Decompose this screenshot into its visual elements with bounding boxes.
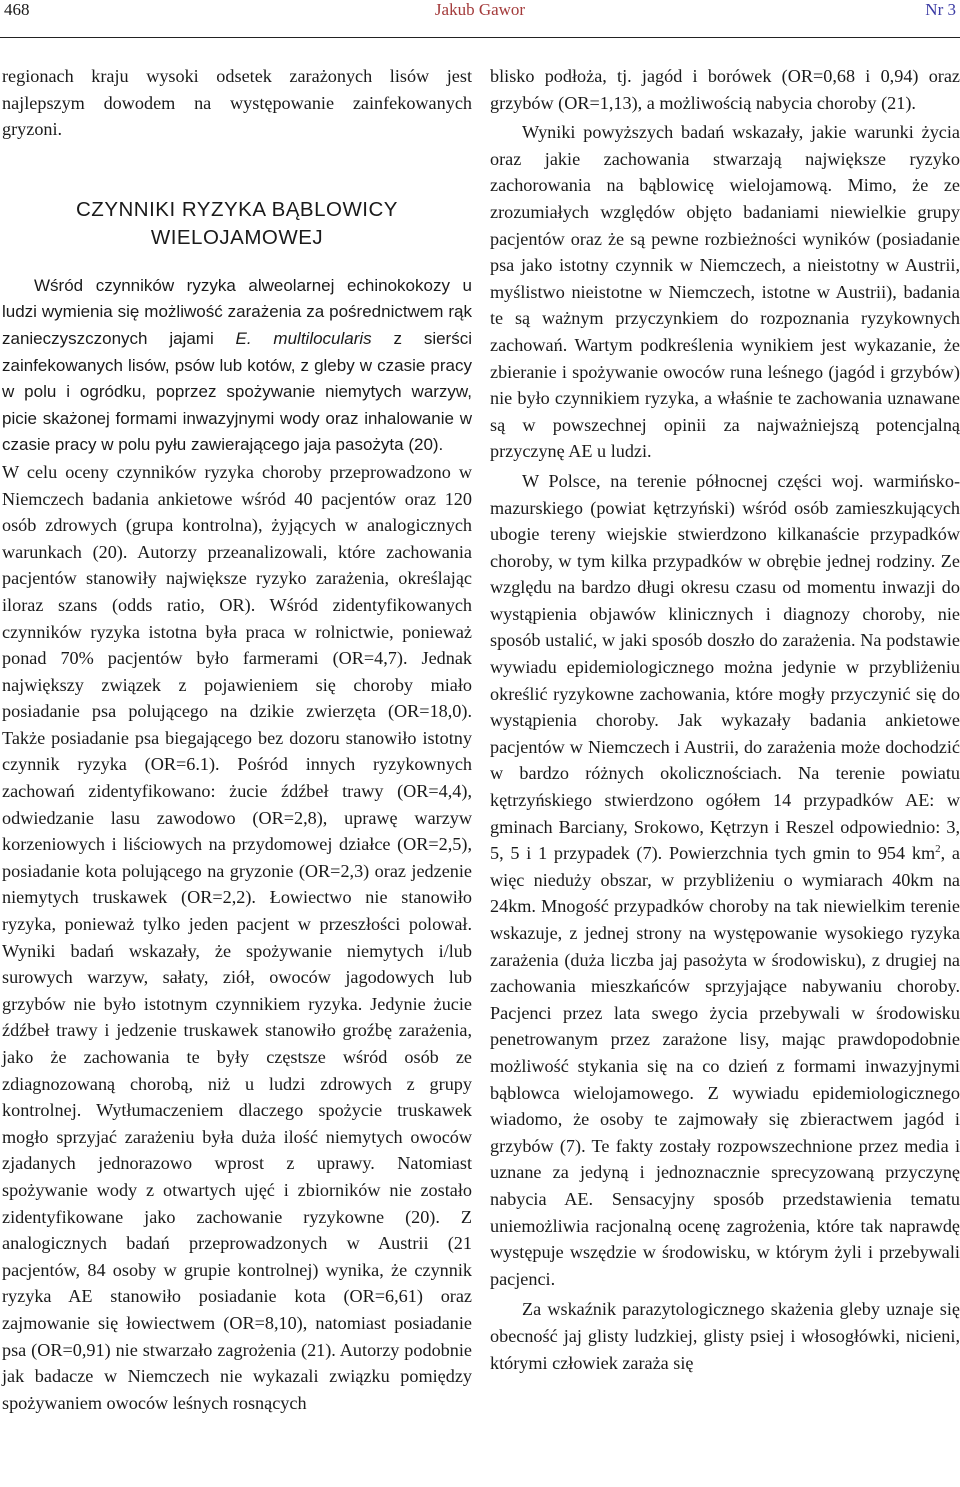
paragraph: Wyniki powyższych badań wskazały, jakie warunki życia oraz jakie zachowania stwarzają największe ryzyko zachorowania na bąblowicę wielojamową. Mimo, że ze zrozumiałych względów objęto badaniami niewielkie grupy pacjentów oraz że są pewne rozbieżności wyników (posiadanie psa jako istotny czynnik w Niemczech, a nieistotny w Austrii, myślistwo nieistotne w Niemczech, istotne w Austrii), badania te są ważnym przyczynkiem do rozpoznania ryzykownych zachowań. Wartym podkreślenia wynikiem jest wykazanie, że zbieranie i spożywanie owoców runa leśnego (jagód i grzybów) nie było czynnikiem ryzyka, a właśnie te zachowania uznawane są w powszechnej opinii za najważniejszą potencjalną przyczynę AE u ludzi. — [490, 122, 960, 462]
header-rule — [0, 37, 960, 38]
paragraph: blisko podłoża, tj. jagód i borówek (OR=0,68 i 0,94) oraz grzybów (OR=1,13), a możliwością nabycia choroby (21). — [490, 66, 960, 113]
right-column — [490, 63, 960, 1376]
paragraph-text: , a więc nieduży obszar, w przybliżeniu o wymiarach 40km na 24km. Mnogość przypadków choroby na tak niewielkim terenie wskazuje, z jednej strony na występowanie wysokiego ryzyka zarażenia (duża liczba jaj pasożyta w środowisku), z drugiej na zachowania mieszkańców sprzyjające nabywaniu choroby. Pacjenci przez lata swego życia przebywali w środowisku penetrowanym przez zarażone lisy, mając prawdopodobnie możliwość stykania się na co dzień z formami inwazyjnymi bąblowca wielojamowego. Z wywiadu epidemiologicznego wiadomo, że osoby te zajmowały się zbieractwem jagód i grzybów (7). Te fakty zostały rozpowszechnione przez media i uznane za jedyną i jednoznacznie sprecyzowaną przyczynę nabycia AE. Sensacyjny sposób przedstawienia tematu uniemożliwia racjonalną ocenę zagrożenia, które tak naprawdę występuje wszędzie w środowisku, w którym żyli i przebywali pacjenci. — [490, 843, 960, 1289]
section-heading-line2: WIELOJAMOWEJ — [150, 225, 324, 249]
page-number: 468 — [4, 0, 30, 19]
left-column — [2, 63, 472, 1416]
species-name: E. multilocularis — [235, 328, 372, 348]
running-author: Jakub Gawor — [434, 0, 526, 19]
paragraph-text: W Polsce, na terenie północnej części woj. warmińsko-mazurskiego (powiat kętrzyński) wśród osób zamieszkujących ubogie tereny wiejskie stwierdzono kilkanaście przypadków choroby, w tym kilka przypadków w obrębie jednej rodziny. Ze względu na bardzo długi okresu czasu od momentu inwazji do wystąpienia objawów klinicznych i diagnozy choroby, nie sposób ustalić, w jaki sposób doszło do zarażenia. Na podstawie wywiadu epidemiologicznego można jedynie w przybliżeniu określić ryzykowne zachowania, które mogły przyczynić się do wystąpienia choroby. Jak wykazały badania ankietowe pacjentów w Niemczech i Austrii, do zarażenia może dochodzić w bardzo różnych okolicznościach. Na terenie powiatu kętrzyńskiego stwierdzono ogółem 14 przypadków AE: w gminach Barciany, Srokowo, Kętrzyn i Reszel odpowiednio: 3, 5, 5 i 1 przypadek (7). Powierzchnia tych gmin to 954 km — [490, 470, 960, 864]
paragraph — [2, 273, 472, 459]
paragraph: Za wskaźnik parazytologicznego skażenia gleby uznaje się obecność jaj glisty ludzkiej, glisty psiej i włosogłówki, nicieni, którymi człowiek zaraża się — [490, 1299, 960, 1373]
paragraph — [490, 468, 960, 1292]
paragraph-text: Wśród czynników ryzyka alweolarnej echinokokozy u ludzi wymienia się możliwość zarażenia za pośrednictwem rąk zanieczyszczonych jajami — [2, 275, 472, 348]
section-heading — [2, 196, 472, 252]
superscript: 2 — [935, 843, 941, 856]
section-heading-line1: CZYNNIKI RYZYKA BĄBLOWICY — [76, 197, 398, 221]
issue-number: Nr 3 — [925, 0, 956, 19]
running-header — [0, 0, 960, 24]
paragraph-text: z sierści zainfekowanych lisów, psów lub kotów, z gleby w czasie pracy w polu i ogródku, poprzez spożywanie niemytych warzyw, picie skażonej formami inwazyjnymi wody oraz inhalowanie w czasie pracy w polu pyłu zawierającego jaja pasożyta (20). — [2, 328, 472, 455]
paragraph: W celu oceny czynników ryzyka choroby przeprowadzono w Niemczech badania ankietowe wśród 40 pacjentów oraz 120 osób zdrowych (grupa kontrolna), żyjących w analogicznych warunkach (20). Autorzy przeanalizowali, które zachowania pacjentów stanowiły największe ryzyko zarażenia, określając iloraz szans (odds ratio, OR). Wśród zidentyfikowanych czynników ryzyka istotna była praca w rolnictwie, ponieważ ponad 70% pacjentów było farmerami (OR=4,7). Jednak największy związek z pojawieniem się choroby miało posiadanie psa polującego na dzikie zwierzęta (OR=18,0). Także posiadanie psa biegającego bez dozoru stanowiło istotny czynnik ryzyka (OR=6.1). Pośród innych ryzykownych zachowań zidentyfikowano: żucie źdźbeł trawy (OR=4,4), odwiedzanie lasu zawodowo (OR=2,8), uprawę warzyw korzeniowych i liściowych na przydomowej działce (OR=2,5), posiadanie kota polującego na gryzonie (OR=2,3) oraz jedzenie niemytych truskawek (OR=2,2). Łowiectwo nie stanowiło ryzyka, ponieważ tylko jeden pacjent w przeszłości polował. Wyniki badań wskazały, że spożywanie niemytych i/lub surowych warzyw, sałaty, ziół, owoców jagodowych lub grzybów nie było istotnym czynnikiem ryzyka. Jedynie żucie źdźbeł trawy i jedzenie truskawek stanowiło groźbę zarażenia, jako że zachowania te były częstsze wśród osób ze zdiagnozowaną chorobą, niż u ludzi zdrowych z grupy kontrolnej. Wytłumaczeniem dlaczego spożycie truskawek mogło sprzyjać zarażeniu była duża ilość niemytych owoców zjadanych jednorazowo wprost z uprawy. Natomiast spożywanie wody z otwartych ujęć i zbiorników nie zostało zidentyfikowane jako zachowanie ryzykowne (20). Z analogicznych badań przeprowadzonych w Austrii (21 pacjentów, 84 osoby w grupie kontrolnej) wynika, że czynnik ryzyka AE stanowiło posiadanie kota (OR=6,61) oraz zajmowanie się łowiectwem (OR=8,10), natomiast posiadanie psa (OR=0,91) nie stwarzało zagrożenia (21). Autorzy podobnie jak badacze w Niemczech nie wykazali związku pomiędzy spożywaniem owoców leśnych rosnących — [2, 461, 472, 1413]
intro-paragraph: regionach kraju wysoki odsetek zarażonych lisów jest najlepszym dowodem na występowanie zainfekowanych gryzoni. — [2, 66, 472, 140]
